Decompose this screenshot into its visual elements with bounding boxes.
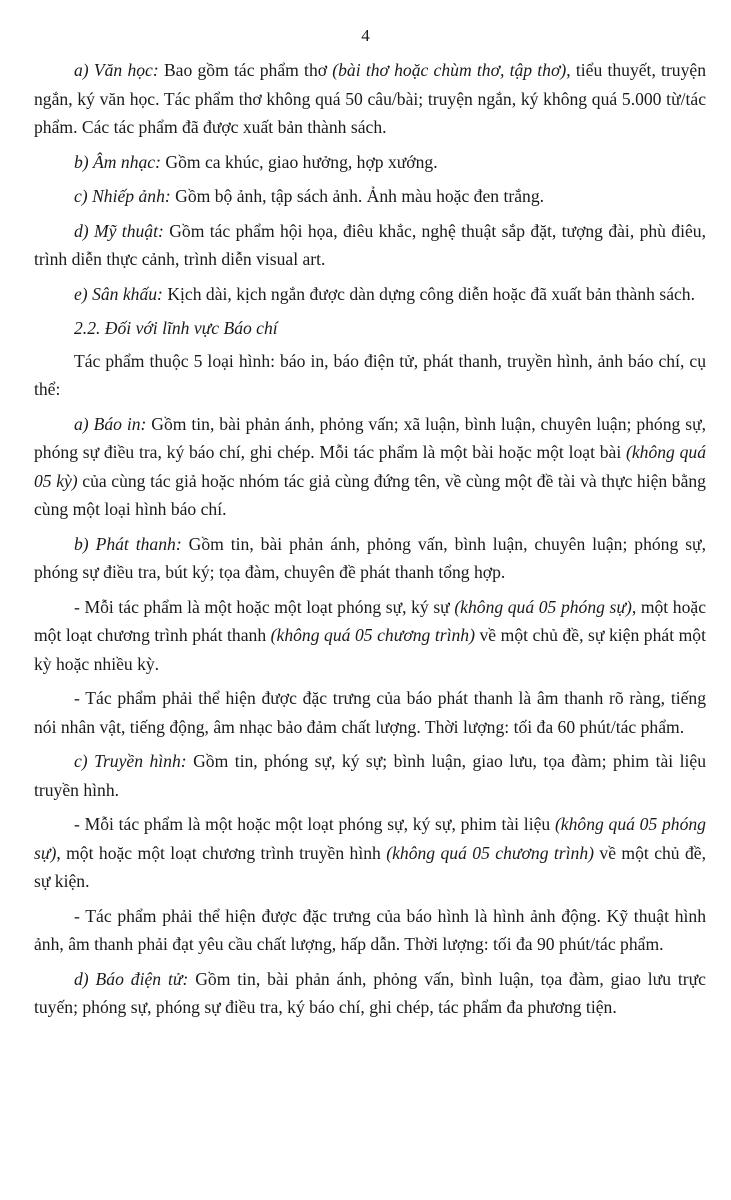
label-my-thuat: d) Mỹ thuật: bbox=[74, 220, 164, 241]
document-body bbox=[34, 56, 706, 1028]
label-truyen-hinh: c) Truyền hình: bbox=[74, 751, 187, 771]
paragraph-nhiep-anh: c) Nhiếp ảnh: Gồm bộ ảnh, tập sách ảnh. Ảnh màu hoặc đen trắng. bbox=[74, 186, 545, 206]
label-nhiep-anh: c) Nhiếp ảnh: bbox=[74, 186, 171, 206]
label-bao-in: a) Báo in: bbox=[74, 413, 147, 434]
paragraph-bao-dien-tu: d) Báo điện tử: Gồm tin, bài phản ánh, phỏng vấn, bình luận, tọa đàm, giao lưu trực tuyến; phóng sự, phóng sự điều tra, ký báo chí, ghi chép, tác phẩm đa phương tiện. bbox=[34, 968, 706, 1017]
paragraph-phat-thanh: b) Phát thanh: Gồm tin, bài phản ánh, phỏng vấn, bình luận, chuyên luận; phóng sự, phóng sự điều tra, bút ký; tọa đàm, chuyên đề phát thanh tổng hợp. bbox=[34, 533, 706, 582]
label-bao-dien-tu: d) Báo điện tử: bbox=[74, 968, 189, 989]
label-am-nhac: b) Âm nhạc: bbox=[74, 151, 161, 172]
label-san-khau: e) Sân khấu: bbox=[74, 283, 163, 304]
paragraph-my-thuat: d) Mỹ thuật: Gồm tác phẩm hội họa, điêu khắc, nghệ thuật sắp đặt, tượng đài, phù điêu, trình diễn thực cảnh, trình diễn visual art. bbox=[34, 220, 706, 269]
page-number: 4 bbox=[361, 26, 370, 45]
paragraph-bao-in: a) Báo in: Gồm tin, bài phản ánh, phỏng vấn; xã luận, bình luận, chuyên luận; phóng sự, phóng sự điều tra, ký báo chí, ghi chép. Mỗi tác phẩm là một bài hoặc một loạt bài (không quá 05 kỳ) của cùng tác giả hoặc nhóm tác giả cùng đứng tên, về cùng một đề tài và thực hiện bằng cùng một loại hình báo chí. bbox=[34, 413, 706, 519]
paragraph-phat-thanh-item-1: - Mỗi tác phẩm là một hoặc một loạt phóng sự, ký sự (không quá 05 phóng sự), một hoặc một loạt chương trình phát thanh (không quá 05 chương trình) về một chủ đề, sự kiện phát một kỳ hoặc nhiều kỳ. bbox=[34, 596, 706, 674]
paragraph-intro-bao-chi: Tác phẩm thuộc 5 loại hình: báo in, báo điện tử, phát thanh, truyền hình, ảnh báo chí, cụ thể: bbox=[34, 350, 706, 399]
paragraph-truyen-hinh: c) Truyền hình: Gồm tin, phóng sự, ký sự; bình luận, giao lưu, tọa đàm; phim tài liệu truyền hình. bbox=[34, 751, 706, 800]
paragraph-truyen-hinh-item-2: - Tác phẩm phải thể hiện được đặc trưng của báo hình là hình ảnh động. Kỹ thuật hình ảnh, âm thanh phải đạt yêu cầu chất lượng, hấp dẫn. Thời lượng: tối đa 90 phút/tác phẩm. bbox=[34, 905, 706, 954]
paragraph-san-khau: e) Sân khấu: Kịch dài, kịch ngắn được dàn dựng công diễn hoặc đã xuất bản thành sách. bbox=[74, 283, 696, 304]
paragraph-truyen-hinh-item-1: - Mỗi tác phẩm là một hoặc một loạt phóng sự, ký sự, phim tài liệu (không quá 05 phóng sự), một hoặc một loạt chương trình truyền hình (không quá 05 chương trình) về một chủ đề, sự kiện. bbox=[34, 814, 707, 891]
paragraph-van-hoc: a) Văn học: Bao gồm tác phẩm thơ (bài thơ hoặc chùm thơ, tập thơ), tiểu thuyết, truyện ngắn, ký văn học. Tác phẩm thơ không quá 50 câu/bài; truyện ngắn, ký không quá 5.000 từ/tác phẩm. Các tác phẩm đã được xuất bản thành sách. bbox=[34, 60, 707, 137]
label-van-hoc: a) Văn học: bbox=[74, 60, 159, 80]
paragraph-am-nhac: b) Âm nhạc: Gồm ca khúc, giao hưởng, hợp xướng. bbox=[74, 151, 438, 172]
section-heading-bao-chi: 2.2. Đối với lĩnh vực Báo chí bbox=[74, 318, 278, 338]
label-phat-thanh: b) Phát thanh: bbox=[74, 533, 182, 554]
paragraph-phat-thanh-item-2: - Tác phẩm phải thể hiện được đặc trưng của báo phát thanh là âm thanh rõ ràng, tiếng nói nhân vật, tiếng động, âm nhạc bảo đảm chất lượng. Thời lượng: tối đa 60 phút/tác phẩm. bbox=[34, 688, 706, 737]
